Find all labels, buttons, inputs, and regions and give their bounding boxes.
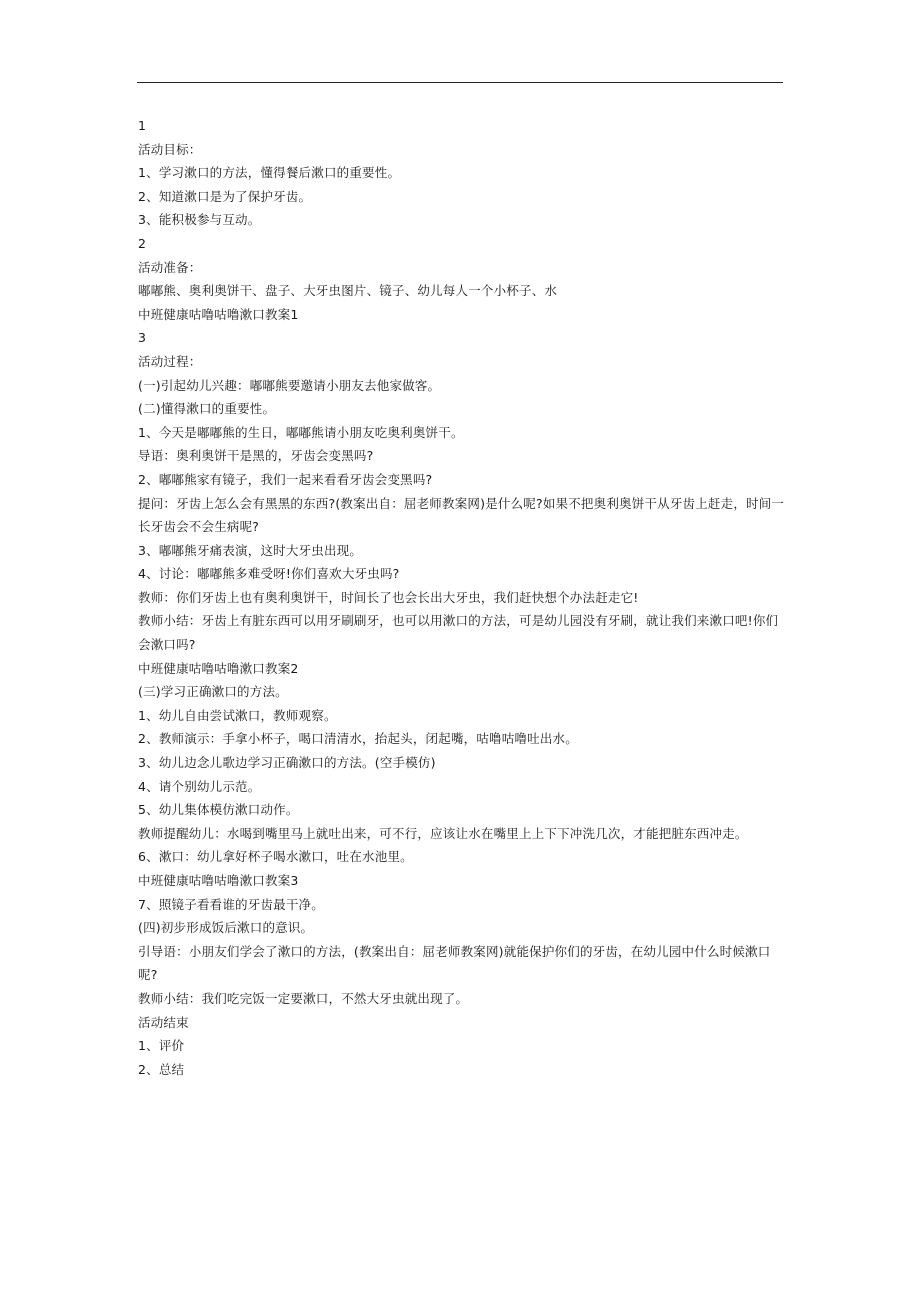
process-step: 引导语：小朋友们学会了漱口的方法，(教案出自：屈老师教案网)就能保护你们的牙齿，在幼儿园中什么时候漱口呢? [138,943,771,983]
heading-conclusion: 活动结束 [138,1014,189,1030]
process-step: 导语：奥利奥饼干是黑的，牙齿会变黑吗? [138,448,374,464]
preparation-text: 嘟嘟熊、奥利奥饼干、盘子、大牙虫图片、镜子、幼儿每人一个小杯子、水 [138,283,558,299]
conclusion-item: 2、总结 [138,1061,185,1077]
goal-item: 2、知道漱口是为了保护牙齿。 [138,188,312,204]
process-step: (二)懂得漱口的重要性。 [138,401,276,417]
process-step: 1、幼儿自由尝试漱口，教师观察。 [138,707,337,723]
process-step: 教师提醒幼儿：水喝到嘴里马上就吐出来，可不行，应该让水在嘴里上上下下冲洗几次，才能把脏东西冲走。 [138,825,748,841]
process-step: 5、幼儿集体模仿漱口动作。 [138,802,299,818]
conclusion-item: 1、评价 [138,1038,185,1054]
heading-process: 活动过程： [138,353,202,369]
heading-goals: 活动目标： [138,141,202,157]
process-step: 4、讨论：嘟嘟熊多难受呀!你们喜欢大牙虫吗? [138,566,400,582]
section-number: 2 [138,235,147,251]
process-step: (一)引起幼儿兴趣：嘟嘟熊要邀请小朋友去他家做客。 [138,377,441,393]
process-step: 6、漱口：幼儿拿好杯子喝水漱口，吐在水池里。 [138,849,413,865]
header-rule [137,82,783,83]
process-step: 2、嘟嘟熊家有镜子，我们一起来看看牙齿会变黑吗? [138,471,433,487]
document-body [138,114,786,1081]
section-number: 3 [138,330,147,346]
section-number: 1 [138,118,147,133]
process-step: (四)初步形成饭后漱口的意识。 [138,920,314,936]
process-step: 提问：牙齿上怎么会有黑黑的东西?(教案出自：屈老师教案网)是什么呢?如果不把奥利奥饼干从牙齿上赶走，时间一长牙齿会不会生病呢? [138,495,785,535]
process-step: 教师小结：我们吃完饭一定要漱口，不然大牙虫就出现了。 [138,990,469,1006]
goal-item: 3、能积极参与互动。 [138,212,261,228]
lesson-title: 中班健康咕噜咕噜漱口教案1 [138,306,299,322]
process-step: 2、教师演示：手拿小杯子，喝口清清水，抬起头，闭起嘴，咕噜咕噜吐出水。 [138,731,578,747]
process-step: 教师：你们牙齿上也有奥利奥饼干，时间长了也会长出大牙虫，我们赶快想个办法赶走它! [138,589,639,605]
process-step: 7、照镜子看看谁的牙齿最干净。 [138,896,324,912]
process-step: 教师小结：牙齿上有脏东西可以用牙刷刷牙，也可以用漱口的方法，可是幼儿园没有牙刷，就让我们来漱口吧!你们会漱口吗? [138,613,779,653]
process-step: 1、今天是嘟嘟熊的生日，嘟嘟熊请小朋友吃奥利奥饼干。 [138,424,464,440]
process-step: (三)学习正确漱口的方法。 [138,684,288,700]
process-step: 3、幼儿边念儿歌边学习正确漱口的方法。(空手模仿) [138,755,436,771]
goal-item: 1、学习漱口的方法，懂得餐后漱口的重要性。 [138,165,401,181]
lesson-title: 中班健康咕噜咕噜漱口教案2 [138,660,299,676]
process-step: 4、请个别幼儿示范。 [138,778,261,794]
heading-preparation: 活动准备： [138,259,202,275]
lesson-title: 中班健康咕噜咕噜漱口教案3 [138,873,299,888]
process-step: 3、嘟嘟熊牙痛表演，这时大牙虫出现。 [138,542,363,558]
